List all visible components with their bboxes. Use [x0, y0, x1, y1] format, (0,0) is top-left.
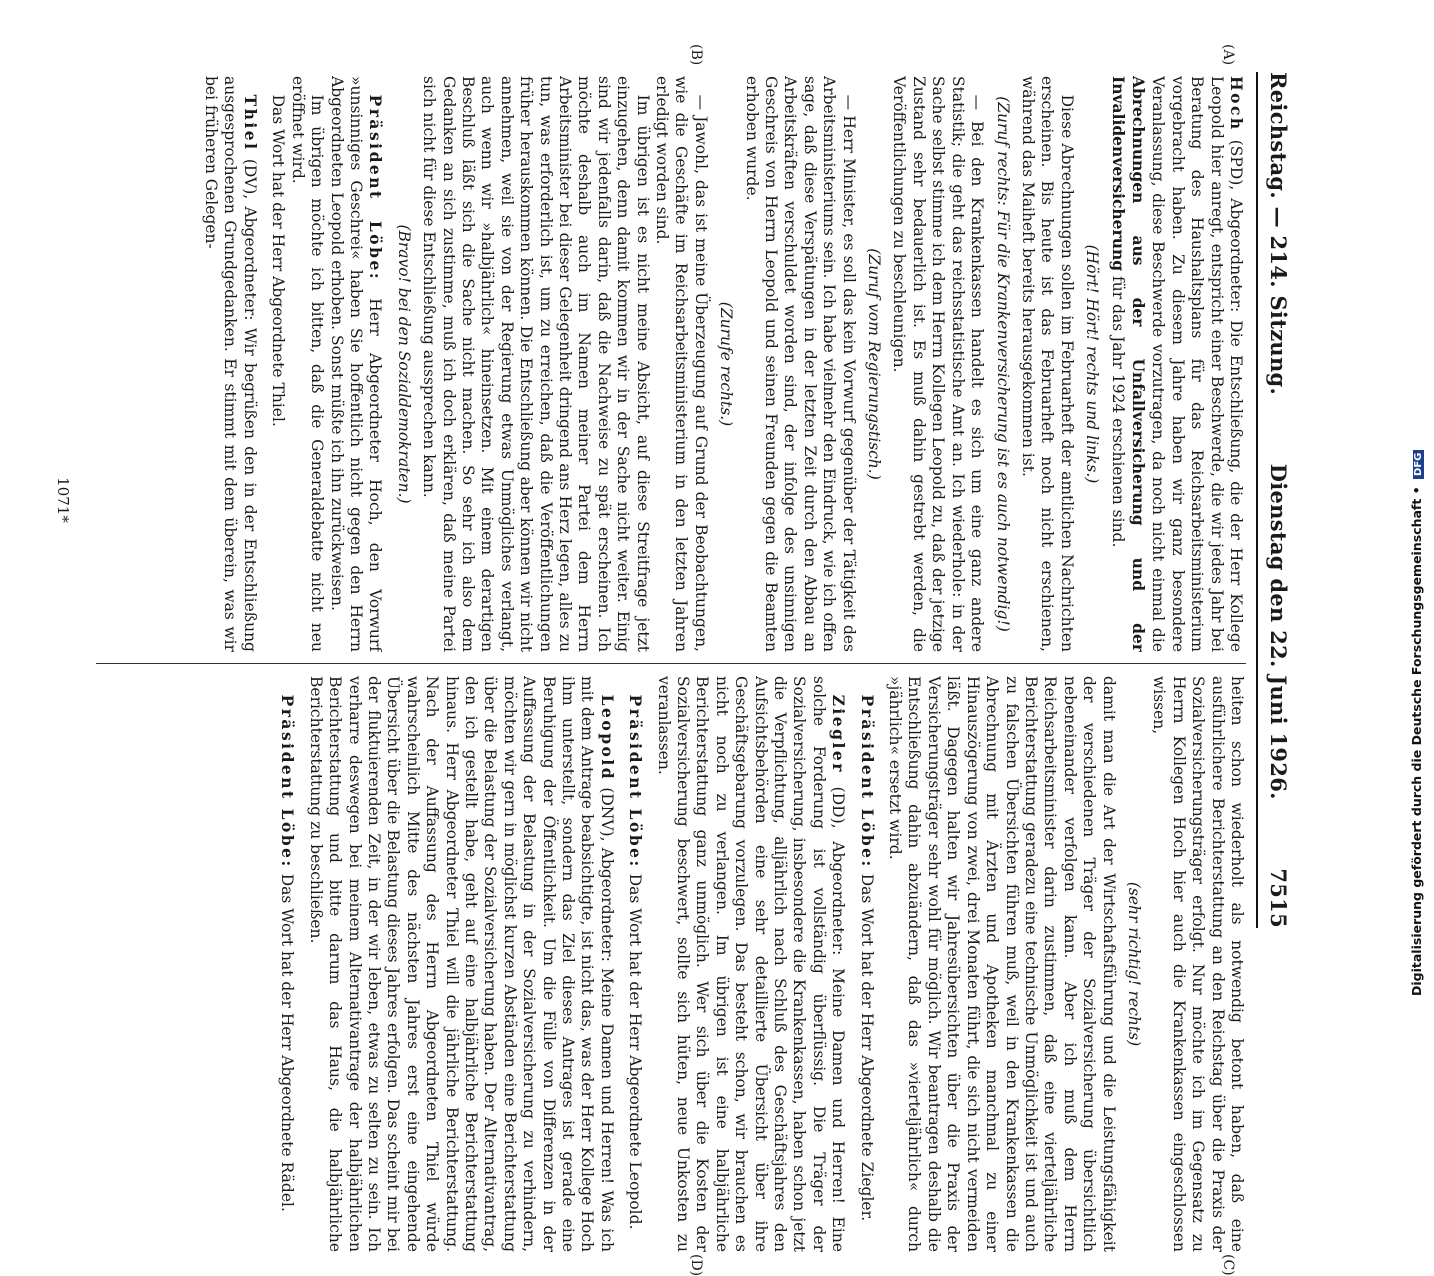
speech-text: (DV), Abgeordneter: Wir begrüßen den in der Entschließung ausgesprochenen Grundgedanken. Er stimmt mit dem überein, was wir bei früheren Gelegen-: [202, 76, 259, 652]
speaker-name: Präsident Löbe:: [366, 94, 386, 282]
left-column: [86, 76, 1246, 652]
margin-mark-b: (B): [688, 44, 704, 66]
right-column: [86, 676, 1246, 1252]
interjection: (Zurufe rechts.): [717, 301, 736, 427]
margin-mark-c: (C): [1220, 1254, 1236, 1276]
emphasis-text: Abrechnungen aus der Unfallversicherung und der Invalidenversicherung: [1108, 76, 1148, 652]
header-rule: [1256, 72, 1258, 928]
signature-mark: 1071*: [54, 477, 72, 523]
speaker-name: Präsident Löbe:: [626, 694, 646, 869]
speaker-name: Leopold: [597, 694, 617, 782]
speech-text: für das Jahr 1924 erschienen sind.: [1108, 276, 1127, 548]
speech-text: Das Wort hat der Herr Abgeordnete Ziegler.: [857, 873, 876, 1222]
speech-text: (SPD), Abgeordneter: Die Entschließung, die der Herr Kollege Leopold hier anregt, entspricht einer Beschwerde, die wir jedes Jahr bei Beratung des Haushaltsplans für das Reichsarbeitsministerium vorgebracht haben. Zu diesem Jahre haben wir ganz besondere Veranlassung, diese Beschwerde vorzutragen, da noch nicht einmal die: [1149, 76, 1245, 652]
speech-president: [856, 676, 876, 1252]
page-header: [1264, 72, 1294, 928]
margin-mark-d: (D): [688, 1254, 704, 1276]
speech-thiel: [201, 76, 260, 652]
speaker-name: Hoch: [1227, 76, 1246, 132]
interjection: (sehr richtig! rechts): [1124, 881, 1143, 1047]
interjection: (Hört! Hört! rechts und links.): [1083, 244, 1102, 484]
paragraph: — Herr Minister, es soll das kein Vorwurf gegenüber der Tätigkeit des Arbeitsministeriums sein. Ich habe vielmehr den Eindruck, wie ich offen sage, daß diese Verspätungen in der letzten Zeit durch den Abbau an Arbeitskräften verschuldet worden sind, der infolge des unsinnigen Geschreis von Herrn Leopold und seinen Freunden gegen die Beamten erhoben wurde.: [742, 76, 858, 652]
speaker-name: Ziegler: [829, 694, 849, 774]
dfg-logo: DFG: [1413, 450, 1424, 479]
digitization-credit: [1409, 450, 1424, 996]
speech-text: (DNV), Abgeordneter: Meine Damen und Herren! Was ich mit dem Antrage beabsichtigte, ist nicht das, was der Herr Kollege Hoch ihm unterstellt, sondern das Ziel dieses Antrages ist gerade eine Beruhigung der Öffentlichkeit. Um die Fülle von Differenzen in der Auffassung der Belastung in der Sozialversicherung zu verhindern, möchten wir gern in möglichst kurzen Abständen eine Berichterstattung über die Belastung der Sozialversicherung haben. Der Alternativantrag, den ich gestellt habe, geht auf eine halbjährliche Berichterstattung hinaus. Herr Abgeordneter Thiel will die jährliche Berichterstattung. Nach der Auffassung des Herrn Abgeordneten Thiel würde wahrscheinlich Mitte des nächsten Jahres erst eine eingehende Übersicht über die Belastung dieses Jahres erfolgen. Das scheint mir bei der fluktuierenden Zeit, in der wir leben, etwas zu selten zu sein. Ich verharre deswegen bei meinem Alternativantrage der halbjährlichen Berichterstattung und bitte darum das Haus, die halbjährliche Berichterstattung zu beschließen.: [306, 676, 616, 1252]
credit-text: Digitalisierung gefördert durch die Deutsche Forschungsgemeinschaft •: [1409, 486, 1424, 996]
interjection: (Zuruf vom Regierungstisch.): [865, 248, 884, 480]
paragraph: heiten schon wiederholt als notwendig betont haben, daß eine ausführlichere Berichterstattung an den Reichstag über die Praxis der Sozialversicherungsträger erfolgt. Nur möchte ich im Gegensatz zu Herrn Kollegen Hoch hier auch die Krankenkassen eingeschlossen wissen,: [1150, 676, 1246, 1252]
speech-president: [277, 676, 297, 1252]
header-left: Reichstag. — 214. Sitzung.: [1266, 72, 1292, 396]
speech-text: Das Wort hat der Herr Abgeordnete Rädel.: [278, 873, 297, 1212]
paragraph: — Jawohl, das ist meine Überzeugung auf Grund der Beobachtungen, wie die Geschäfte im Reichsarbeitsministerium in den letzten Jahren erledigt worden sind.: [653, 76, 710, 652]
page-number: 7515: [1266, 868, 1292, 928]
speaker-name: Präsident Löbe:: [278, 694, 298, 869]
speech-ziegler: [653, 676, 848, 1252]
header-date: Dienstag den 22. Juni 1926.: [1266, 463, 1292, 800]
speech-president: [625, 676, 645, 1252]
speaker-name: Thiel: [240, 94, 260, 152]
speech-leopold: [305, 676, 617, 1252]
speech-hoch: [1107, 76, 1246, 652]
interjection: (Bravo! bei den Sozialdemokraten.): [394, 224, 413, 504]
speech-text: Herr Abgeordneter Hoch, den Vorwurf »unsinniges Geschrei« haben Sie hoffentlich nicht gegen den Herrn Abgeordneten Leopold erhoben. Sonst müßte ich ihn zurückweisen.: [327, 76, 385, 652]
speech-text: (DD), Abgeordneter: Meine Damen und Herren! Eine solche Forderung ist vollständig überflüssig. Die Träger der Sozialversicherung, insbesondere die Krankenkassen, haben schon jetzt die Verpflichtung, alljährlich nach Schluß des Geschäftsjahres den Aufsichtsbehörden eine sehr detaillierte Übersicht über ihre Geschäftsgebarung vorzulegen. Das besteht schon, wir brauchen es nicht noch zu verlangen. Im übrigen ist eine halbjährliche Berichterstattung ganz unmöglich. Wer sich über die Kosten der Sozialversicherung beschwert, sollte sich hüten, neue Unkosten zu veranlassen.: [654, 676, 848, 1252]
paragraph: Im übrigen ist es nicht meine Absicht, auf diese Streitfrage jetzt einzugehen, denn damit kommen wir in der Sache nicht weiter. Einig sind wir jedenfalls darin, daß die Nachweise zu spät erscheinen. Ich möchte deshalb auch im Namen meiner Partei dem Herrn Arbeitsminister bei dieser Gelegenheit dringend ans Herz legen, alles zu tun, was erforderlich ist, um zu erreichen, daß die Veröffentlichungen früher herauskommen können. Die Entschließung aber können wir nicht annehmen, weil sie von der Regierung etwas Unmögliches verlangt, auch wenn wir »halbjährlich« hineinsetzen. Mit einem derartigen Beschluß läßt sich die Sache nicht machen. So sehr ich also dem Gedanken an sich zustimme, muß ich doch erklären, daß meine Partei sich nicht für diese Entschließung aussprechen kann.: [420, 76, 652, 652]
margin-mark-a: (A): [1220, 44, 1236, 66]
column-divider: [96, 663, 1246, 664]
speech-president: [326, 76, 385, 652]
paragraph: Das Wort hat der Herr Abgeordnete Thiel.: [269, 94, 288, 427]
speech-text: Das Wort hat der Herr Abgeordnete Leopold.: [626, 873, 645, 1230]
paragraph: Im übrigen möchte ich bitten, daß die Generaldebatte nicht neu eröffnet wird.: [288, 76, 327, 652]
interjection: (Zuruf rechts: Für die Krankenversicherung ist es auch notwendig!): [993, 96, 1012, 632]
paragraph: — Bei den Krankenkassen handelt es sich um eine ganz andere Statistik; die geht das reichsstatistische Amt an. Ich wiederhole: in der Sache selbst stimme ich dem Herrn Kollegen Leopold zu, daß der jetzige Zustand sehr bedauerlich ist. Es muß dahin gestrebt werden, die Veröffentlichungen zu beschleunigen.: [890, 76, 987, 652]
paragraph: Diese Abrechnungen sollen im Februarheft der amtlichen Nachrichten erscheinen. Bis heute ist das Februarheft noch nicht erschienen, während das Maiheft bereits herausgekommen ist.: [1018, 76, 1076, 652]
speaker-name: Präsident Löbe:: [857, 694, 877, 869]
paragraph: damit man die Art der Wirtschaftsführung und die Leistungsfähigkeit der verschiedenen Träger der Sozialversicherung übersichtlich nebeneinander verfolgen kann. Aber ich muß dem Herrn Reichsarbeitsminister darin zustimmen, daß eine vierteljährliche Berichterstattung geradezu eine technische Unmöglichkeit ist und auch zu falschen Übersichten führen muß, weil in den Krankenkassen die Abrechnung mit Ärzten und Apotheken manchmal zu einer Hinauszögerung von zwei, drei Monaten führt, die sich nicht vermeiden läßt. Dagegen halten wir Jahresübersichten über die Praxis der Versicherungsträger sehr wohl für möglich. Wir beantragen deshalb die Entschließung dahin abzuändern, daß das »vierteljährlich« durch »jährlich« ersetzt wird.: [886, 676, 1118, 1252]
